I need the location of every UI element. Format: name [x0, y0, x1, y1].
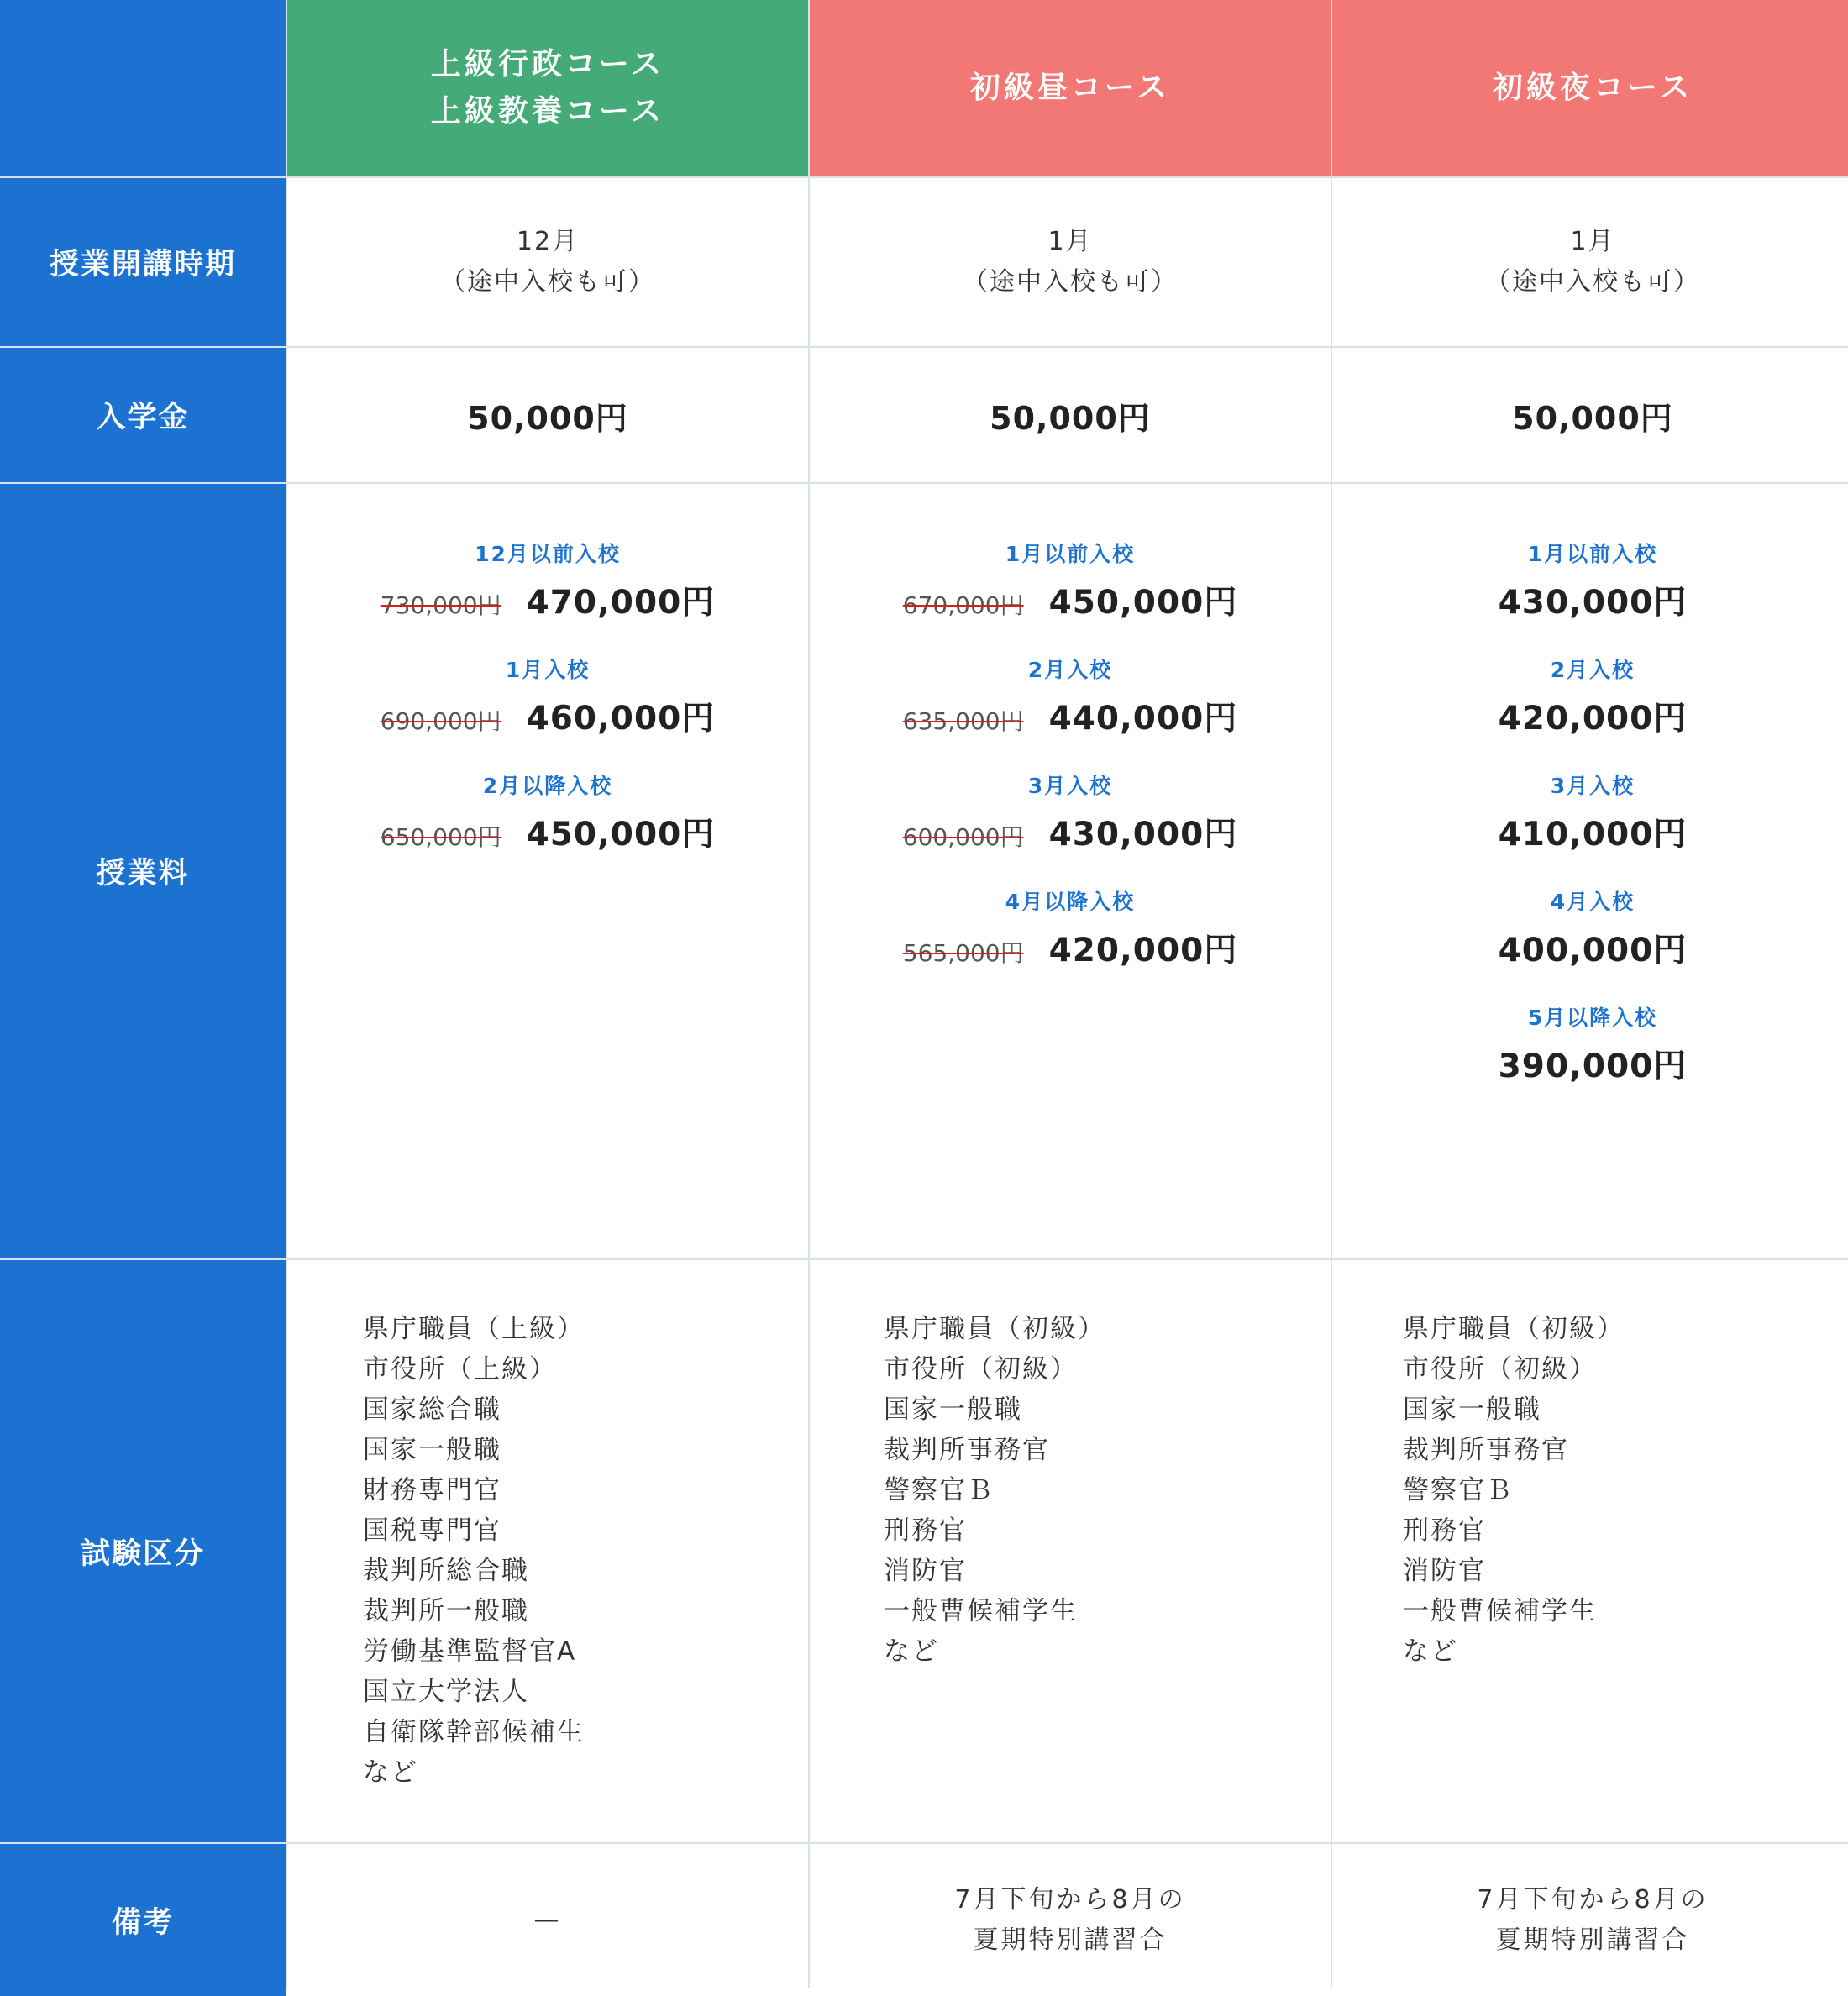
exam-item: 一般曹候補学生	[884, 1596, 1078, 1626]
corner-cell	[0, 0, 286, 176]
tuition-old-price: 730,000円	[380, 591, 501, 619]
exam-item: 市役所（初級）	[884, 1354, 1078, 1384]
start-note: （途中入校も可）	[440, 267, 655, 297]
tuition-entry	[381, 539, 715, 623]
column-header-beginner-day	[810, 0, 1331, 176]
exam-item: 裁判所総合職	[363, 1556, 529, 1586]
admission-fee: 50,000円	[1332, 348, 1848, 482]
tuition-new-price: 450,000円	[526, 816, 716, 854]
notes-line: 夏期特別講習合	[973, 1925, 1168, 1955]
start-month: 1月	[1047, 227, 1093, 256]
row-header-tuition: 授業料	[0, 484, 286, 1258]
exam-item: 県庁職員（初級）	[884, 1314, 1105, 1344]
start-month: 1月	[1570, 227, 1615, 256]
column-title-line: 上級教養コース	[430, 94, 665, 129]
tuition-entry	[903, 887, 1237, 971]
exam-item: 刑務官	[1403, 1515, 1486, 1546]
exam-item: 国家一般職	[363, 1435, 501, 1465]
exam-item: 労働基準監督官A	[363, 1636, 577, 1667]
tuition-cell	[287, 484, 808, 1258]
tuition-entry	[381, 771, 715, 855]
row-header-start: 授業開講時期	[0, 178, 286, 346]
admission-fee: 50,000円	[810, 348, 1331, 482]
tuition-price: 400,000円	[1498, 932, 1688, 969]
start-note: （途中入校も可）	[1485, 267, 1700, 297]
tuition-new-price: 430,000円	[1048, 816, 1238, 854]
tuition-entry	[903, 539, 1237, 623]
tuition-period: 5月以降入校	[1527, 1006, 1658, 1030]
row-header-notes: 備考	[0, 1844, 286, 1996]
exam-cell	[287, 1260, 808, 1842]
start-month: 12月	[516, 227, 580, 256]
tuition-period: 1月入校	[505, 658, 591, 682]
exam-item: 消防官	[884, 1556, 967, 1586]
notes-cell	[287, 1844, 808, 1996]
column-title-line: 初級夜コース	[1492, 71, 1693, 105]
exam-item: 国立大学法人	[363, 1677, 529, 1707]
tuition-new-price: 450,000円	[1048, 584, 1238, 622]
row-header-admission: 入学金	[0, 348, 286, 482]
start-cell	[1332, 178, 1848, 346]
tuition-price: 430,000円	[1498, 584, 1688, 622]
exam-item: 国家一般職	[884, 1395, 1022, 1425]
exam-list	[363, 1309, 808, 1793]
start-cell	[810, 178, 1331, 346]
start-cell	[287, 178, 808, 346]
tuition-entry	[1499, 539, 1688, 623]
notes-cell	[810, 1844, 1331, 1996]
notes-line: —	[533, 1904, 562, 1935]
tuition-entry	[1499, 655, 1688, 739]
tuition-entry	[903, 655, 1237, 739]
tuition-price: 420,000円	[1498, 700, 1688, 738]
exam-item: など	[363, 1757, 418, 1788]
tuition-period: 2月入校	[1027, 658, 1113, 682]
exam-item: 自衛隊幹部候補生	[363, 1717, 585, 1747]
start-note: （途中入校も可）	[963, 267, 1178, 297]
tuition-old-price: 690,000円	[380, 707, 501, 735]
exam-item: 刑務官	[884, 1515, 967, 1546]
tuition-entry	[903, 771, 1237, 855]
notes-cell	[1332, 1844, 1848, 1996]
tuition-price: 410,000円	[1498, 816, 1688, 854]
tuition-period: 1月以前入校	[1005, 542, 1136, 566]
exam-list	[1403, 1309, 1848, 1672]
exam-item: 財務専門官	[363, 1475, 501, 1505]
exam-item: 裁判所事務官	[884, 1435, 1050, 1465]
tuition-price: 390,000円	[1498, 1048, 1688, 1085]
exam-list	[884, 1309, 1331, 1672]
column-title-line: 上級行政コース	[430, 47, 665, 81]
tuition-new-price: 470,000円	[526, 584, 716, 622]
exam-item: など	[1403, 1636, 1458, 1667]
exam-cell	[1332, 1260, 1848, 1842]
tuition-old-price: 565,000円	[902, 939, 1024, 967]
tuition-entry	[1499, 887, 1688, 971]
exam-item: 裁判所一般職	[363, 1596, 529, 1626]
exam-item: 国家総合職	[363, 1395, 501, 1425]
tuition-cell	[810, 484, 1331, 1258]
exam-item: 県庁職員（初級）	[1403, 1314, 1625, 1344]
notes-line: 夏期特別講習合	[1495, 1925, 1690, 1955]
tuition-old-price: 635,000円	[902, 707, 1024, 735]
tuition-period: 2月以降入校	[482, 774, 613, 798]
tuition-old-price: 650,000円	[380, 823, 501, 851]
exam-item: など	[884, 1636, 939, 1667]
tuition-old-price: 670,000円	[902, 591, 1024, 619]
tuition-old-price: 600,000円	[902, 823, 1024, 851]
exam-item: 一般曹候補学生	[1403, 1596, 1597, 1626]
exam-item: 裁判所事務官	[1403, 1435, 1569, 1465]
tuition-entry	[1499, 771, 1688, 855]
tuition-entry	[381, 655, 715, 739]
notes-line: 7月下旬から8月の	[954, 1884, 1186, 1915]
column-header-beginner-night	[1332, 0, 1848, 176]
tuition-period: 12月以前入校	[475, 542, 621, 566]
exam-item: 消防官	[1403, 1556, 1486, 1586]
exam-item: 国税専門官	[363, 1515, 501, 1546]
tuition-period: 3月入校	[1027, 774, 1113, 798]
tuition-period: 2月入校	[1550, 658, 1635, 682]
tuition-new-price: 460,000円	[526, 700, 716, 738]
exam-item: 市役所（初級）	[1403, 1354, 1597, 1384]
notes-line: 7月下旬から8月の	[1477, 1884, 1709, 1915]
tuition-period: 1月以前入校	[1527, 542, 1658, 566]
tuition-new-price: 440,000円	[1048, 700, 1238, 738]
column-title-line: 初級昼コース	[969, 71, 1171, 105]
column-header-advanced	[287, 0, 808, 176]
exam-item: 国家一般職	[1403, 1395, 1541, 1425]
tuition-period: 4月入校	[1550, 890, 1635, 914]
tuition-new-price: 420,000円	[1048, 932, 1238, 969]
admission-fee: 50,000円	[287, 348, 808, 482]
exam-item: 県庁職員（上級）	[363, 1314, 585, 1344]
row-header-exams: 試験区分	[0, 1260, 286, 1842]
tuition-period: 3月入校	[1550, 774, 1635, 798]
exam-item: 警察官Ｂ	[1403, 1475, 1514, 1505]
exam-item: 市役所（上級）	[363, 1354, 557, 1384]
tuition-period: 4月以降入校	[1005, 890, 1136, 914]
tuition-cell	[1332, 484, 1848, 1258]
exam-item: 警察官Ｂ	[884, 1475, 995, 1505]
exam-cell	[810, 1260, 1331, 1842]
tuition-entry	[1499, 1003, 1688, 1087]
